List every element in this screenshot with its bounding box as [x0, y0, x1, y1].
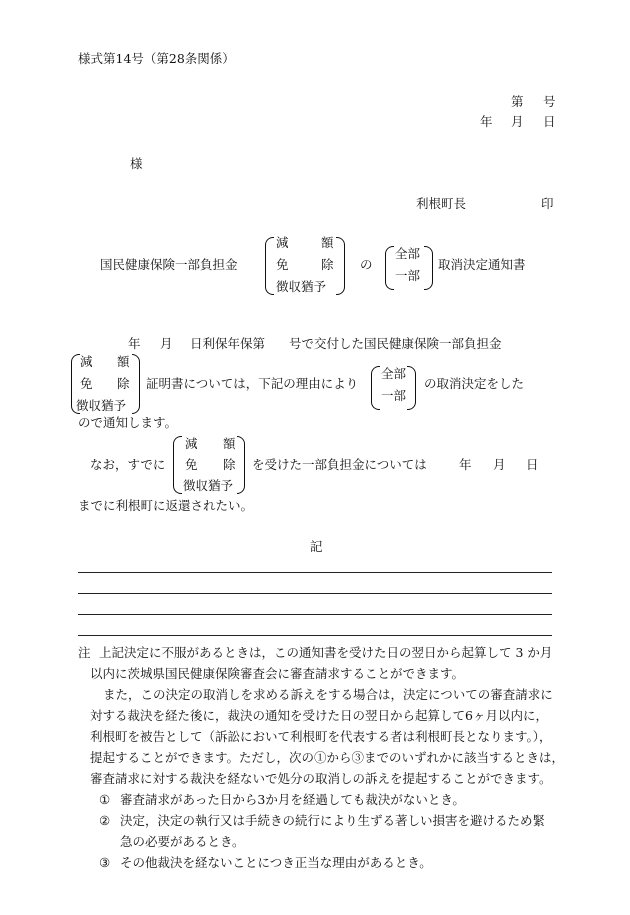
date-nen: 年	[480, 114, 493, 129]
body-line2-mid: 証明書については，下記の理由により	[146, 376, 359, 391]
title-opt-jo: 除	[321, 257, 334, 272]
title-bracket-b-right	[424, 246, 433, 290]
reason-line-3	[78, 614, 552, 615]
body-nen: 年	[128, 336, 141, 351]
body-bracket-b-left	[371, 366, 380, 410]
title-particle: の	[360, 257, 373, 272]
body-bracket-a-right	[132, 354, 140, 414]
body-p2-opt-gen: 減	[185, 436, 198, 451]
body-p2-mid: を受けた一部負担金については	[252, 457, 427, 472]
body-opt-ichibu: 一部	[381, 388, 407, 403]
issuer-name: 利根町長	[416, 196, 467, 211]
body-line1-text: 日利保年保第	[190, 336, 266, 351]
title-bracket-a-left	[265, 237, 274, 295]
body-line1-text2: 号で交付した国民健康保険一部負担金	[289, 336, 502, 351]
title-opt-zenbu: 全部	[395, 246, 421, 261]
title-bracket-b-left	[385, 246, 394, 290]
title-bracket-a-right	[336, 237, 345, 295]
body-opt-choshu-yuyo: 徴収猶予	[76, 398, 127, 413]
body-opt-gen: 減	[80, 354, 93, 369]
note-line-2: 以内に茨城県国民健康保険審査会に審査請求することができます。	[90, 666, 465, 681]
number-go: 号	[543, 94, 556, 109]
body-p2-nen: 年	[459, 457, 472, 472]
date-tsuki: 月	[511, 114, 524, 129]
note-item-1-text: 審査請求があった日から3か月を経過しても裁決がないとき。	[120, 792, 465, 807]
title-opt-gen: 減	[276, 235, 289, 250]
date-hi: 日	[543, 114, 556, 129]
body-p2-opt-choshu-yuyo: 徴収猶予	[183, 478, 234, 493]
note-line-7: 審査請求に対する裁決を経ないで処分の取消しの訴えを提起することができます。	[90, 771, 552, 786]
body-p2-opt-men: 免	[185, 457, 198, 472]
note-item-2-mark: ②	[99, 813, 111, 828]
body-opt-jo: 除	[117, 376, 130, 391]
body-p2-bracket-right	[237, 436, 245, 494]
note-line-5: 利根町を被告として（訴訟において利根町を代表する者は利根町長となります。），	[90, 729, 552, 744]
body-p2-opt-jo: 除	[223, 457, 236, 472]
body-line2-end: の取消決定をした	[424, 376, 525, 391]
seal-mark: 印	[541, 196, 554, 211]
body-line3: ので通知します。	[78, 415, 178, 430]
title-prefix: 国民健康保険一部負担金	[100, 257, 238, 272]
reason-line-2	[78, 593, 552, 594]
title-opt-choshu-yuyo: 徴収猶予	[276, 279, 327, 294]
note-line-4: 対する裁決を経た後に，裁決の通知を受けた日の翌日から起算して6ヶ月以内に，	[90, 708, 548, 723]
title-suffix: 取消決定通知書	[438, 257, 526, 272]
note-line-6: 提起することができます。ただし，次の①から③までのいずれかに該当するときは，	[90, 750, 565, 765]
body-opt-gaku: 額	[117, 354, 130, 369]
addressee-sama: 様	[130, 156, 143, 171]
note-line-3: また，この決定の取消しを求める訴えをする場合は，決定についての審査請求に	[103, 687, 553, 702]
title-opt-ichibu: 一部	[395, 268, 421, 283]
body-p2-bracket-left	[173, 436, 182, 494]
body-p2-tsuki: 月	[493, 457, 506, 472]
title-opt-gaku: 額	[321, 235, 334, 250]
note-label: 注	[78, 645, 91, 660]
form-label: 様式第14号（第28条関係）	[78, 51, 235, 66]
body-p2-start: なお，すでに	[90, 457, 166, 472]
body-bracket-b-right	[407, 366, 416, 410]
body-p2-opt-gaku: 額	[223, 436, 236, 451]
reason-line-1	[78, 572, 552, 573]
title-opt-men: 免	[276, 257, 289, 272]
note-item-3-text: その他裁決を経ないことにつき正当な理由があるとき。	[120, 855, 432, 870]
body-p2-end: までに利根町に返還されたい。	[78, 498, 254, 513]
body-p2-hi: 日	[526, 457, 539, 472]
note-line-1: 上記決定に不服があるときは，この通知書を受けた日の翌日から起算して 3 か月	[99, 645, 553, 660]
note-item-2-text: 決定，決定の執行又は手続きの続行により生ずる著しい損害を避けるため緊	[120, 813, 546, 828]
note-item-3-mark: ③	[99, 855, 111, 870]
note-item-2-cont: 急の必要があるとき。	[120, 834, 245, 849]
number-dai: 第	[511, 94, 524, 109]
note-item-1-mark: ①	[99, 792, 111, 807]
body-opt-men: 免	[80, 376, 93, 391]
body-tsuki: 月	[160, 336, 173, 351]
ki-heading: 記	[310, 539, 323, 554]
reason-line-4	[78, 635, 552, 636]
body-opt-zenbu: 全部	[381, 366, 407, 381]
